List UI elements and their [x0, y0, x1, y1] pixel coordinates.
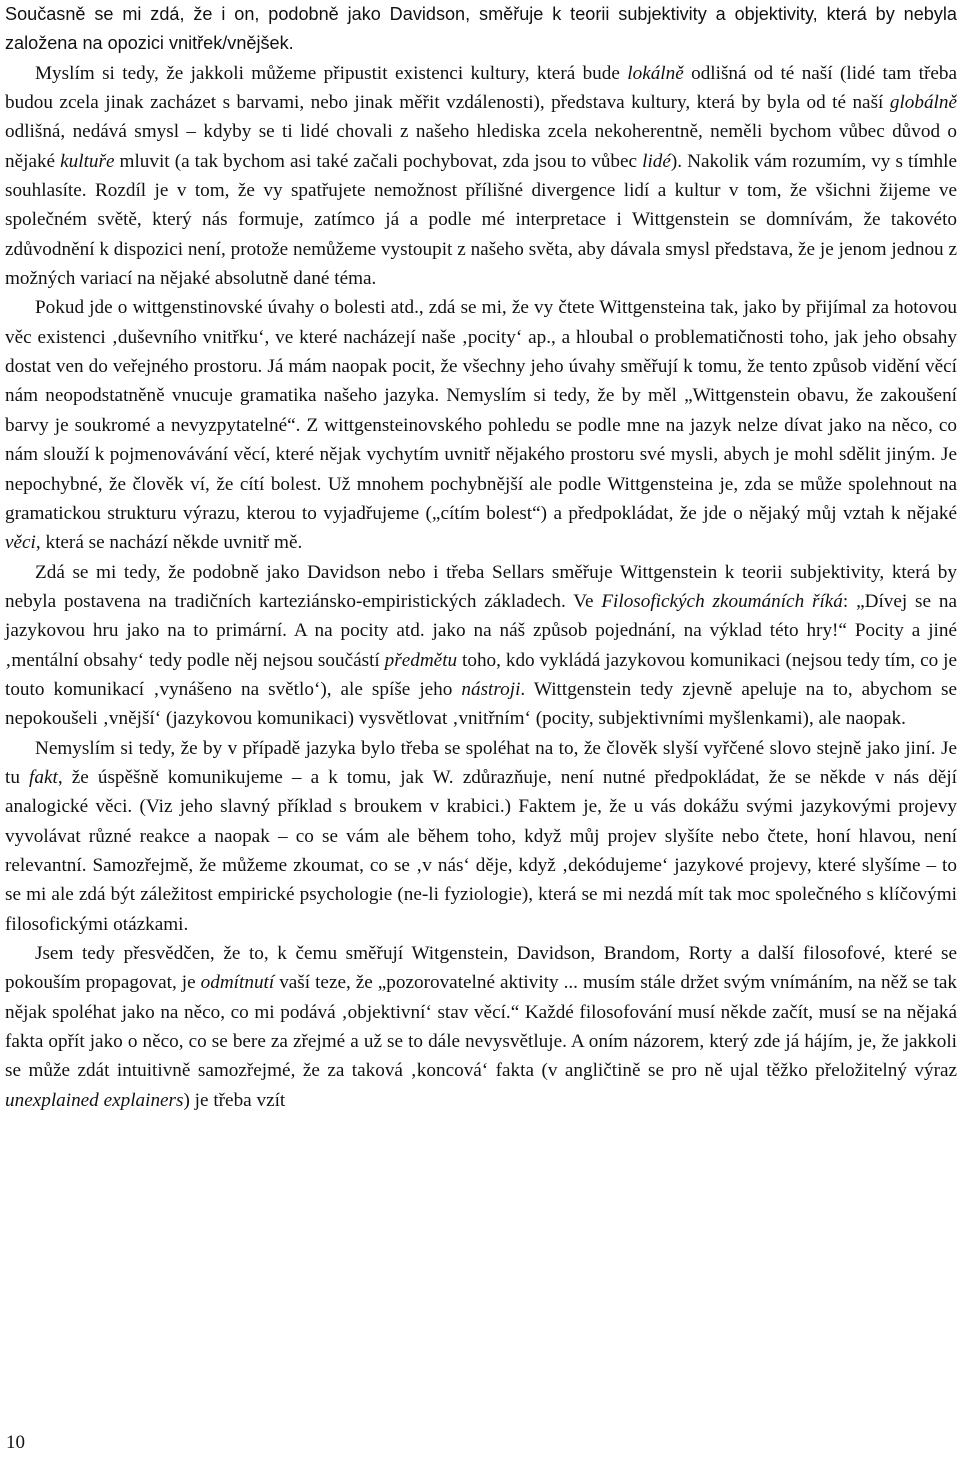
italic-text: Filosofických zkoumáních říká: [601, 590, 843, 612]
paragraph: [5, 939, 957, 1115]
paragraph: [5, 293, 957, 557]
paragraph: [5, 734, 957, 939]
text-run: ) je třeba vzít: [183, 1089, 286, 1111]
text-run: : „Dívej se na jazykovou hru jako na to primární. A na pocity atd. jako na náš způsob pojednání, na výklad této hry!“ Pocity a jiné ‚mentální obsahy‘ tedy podle něj nejsou součástí: [5, 590, 957, 671]
document-page: [5, 0, 957, 1115]
text-run: Myslím si tedy, že jakkoli můžeme připustit existenci kultury, která bude: [35, 62, 628, 84]
text-run: Nemyslím si tedy, že by v případě jazyka bylo třeba se spoléhat na to, že člověk slyší vyřčené slovo stejně jako jiní. Je tu: [5, 737, 957, 788]
text-run: , která se nachází někde uvnitř mě.: [35, 532, 303, 554]
page-number: 10: [6, 1432, 25, 1453]
italic-text: kultuře: [60, 150, 115, 172]
text-run: . Wittgenstein tedy zjevně apeluje na to, abychom se nepokoušeli ‚vnější‘ (jazykovou komunikaci) vysvětlovat ‚vnitřním‘ (pocity, subjektivními myšlenkami), ale naopak.: [5, 678, 957, 730]
text-run: , že úspěšně komunikujeme – a k tomu, jak W. zdůrazňuje, není nutné předpokládat, že se někde v nás dějí analogické věci. (Viz jeho slavný příklad s broukem v krabici.) Faktem je, že u vás dokážu svými jazykovými projevy vyvolávat různé reakce a naopak – co se vám ale během toho, když můj projev slyšíte nebo čtete, honí hlavou, není relevantní. Samozřejmě, že můžeme zkoumat, co se ‚v nás‘ děje, když ‚dekódujeme‘ jazykové projevy, které slyšíme – to se mi ale zdá být záležitost empirické psychologie (ne-li fyziologie), která se mi nezdá mít tak moc společného s klíčovými filosofickými otázkami.: [5, 766, 957, 935]
paragraph: [5, 0, 957, 59]
text-run: odlišná, nedává smysl – kdyby se ti lidé chovali z našeho hlediska zcela nekoherentně, neměli bychom vůbec důvod o nějaké: [5, 121, 957, 172]
italic-text: předmětu: [384, 649, 458, 671]
italic-text: nástroji: [461, 678, 521, 700]
text-run: odlišná od té naší (lidé tam třeba budou zcela jinak zacházet s barvami, nebo jinak měřit vzdálenosti), představa kultury, která by byla od té naší: [5, 62, 957, 114]
text-run: Jsem tedy přesvědčen, že to, k čemu směřují Witgenstein, Davidson, Brandom, Rorty a další filosofové, které se pokouším propagovat, je: [5, 943, 957, 994]
italic-text: globálně: [889, 92, 957, 114]
italic-text: unexplained explainers: [5, 1089, 184, 1111]
text-run: mluvit (a tak bychom asi také začali pochybovat, zda jsou to vůbec: [114, 150, 643, 172]
italic-text: lidé: [642, 150, 671, 172]
paragraph: [5, 59, 957, 294]
text-run: toho, kdo vykládá jazykovou komunikaci (nejsou tedy tím, co je touto komunikací ‚vynášeno na světlo‘), ale spíše jeho: [5, 649, 957, 700]
italic-text: fakt: [29, 766, 58, 788]
text-run: Pokud jde o wittgenstinovské úvahy o bolesti atd., zdá se mi, že vy čtete Wittgensteina tak, jako by přijímal za hotovou věc existenci ‚duševního vnitřku‘, ve které nacházejí naše ‚pocity‘ ap., a hloubal o problematičnosti toho, jak jeho obsahy dostat ven do veřejného prostoru. Já mám naopak pocit, že všechny jeho úvahy směřují k tomu, že tento způsob vidění věcí nám neopodstatněně vnucuje gramatika našeho jazyka. Nemyslím si tedy, že by měl „Wittgenstein obavu, že zakoušení barvy je soukromé a nevyzpytatelné“. Z wittgensteinovského pohledu se podle mne na jazyk nelze dívat jako na něco, co nám slouží k pojmenovávání věcí, které nějak vychytím uvnitř nějakého prostoru své mysli, abych je mohl sdělit jiným. Je nepochybné, že člověk ví, že cítí bolest. Už mnohem pochybnější ale podle Wittgensteina je, zda se může spolehnout na gramatickou strukturu výrazu, kterou to vyjadřujeme („cítím bolest“) a předpokládat, že jde o nějaký můj vztah k nějaké: [5, 297, 957, 524]
paragraph: [5, 558, 957, 734]
text-run: ). Nakolik vám rozumím, vy s tímhle souhlasíte. Rozdíl je v tom, že vy spatřujete nemožnost přílišné divergence lidí a kultur v tom, že všichni žijeme ve společném světě, který nás formuje, zatímco já a podle mé interpretace i Wittgenstein se domnívám, že takovéto zdůvodnění k dispozici není, protože nemůžeme vystoupit z našeho světa, aby dávala smysl představa, že je jenom jednou z možných variací na nějaké absolutně dané téma.: [5, 150, 957, 290]
text-run: vaší teze, že „pozorovatelné aktivity ... musím stále držet svým vnímáním, na něž se tak nějak spoléhat jako na něco, co mi podává ‚objektivní‘ stav věcí.“ Každé filosofování musí někde začít, musí se na nějaká fakta opřít jako o něco, co se bere za zřejmé a už se to dále nevysvětluje. A oním názorem, který zde já hájím, je, že jakkoli se může zdát intuitivně samozřejmé, že za taková ‚koncová‘ fakta (v angličtině se pro ně ujal těžko přeložitelný výraz: [5, 972, 958, 1082]
italic-text: odmítnutí: [200, 972, 275, 994]
text-run: Současně se mi zdá, že i on, podobně jako Davidson, směřuje k teorii subjektivity a objektivity, která by nebyla založena na opozici vnitřek/vnějšek.: [5, 4, 957, 54]
italic-text: věci: [5, 532, 36, 554]
text-run: Zdá se mi tedy, že podobně jako Davidson nebo i třeba Sellars směřuje Wittgenstein k teorii subjektivity, která by nebyla postavena na tradičních karteziánsko-empiristických základech. Ve: [5, 561, 957, 612]
italic-text: lokálně: [627, 62, 684, 84]
